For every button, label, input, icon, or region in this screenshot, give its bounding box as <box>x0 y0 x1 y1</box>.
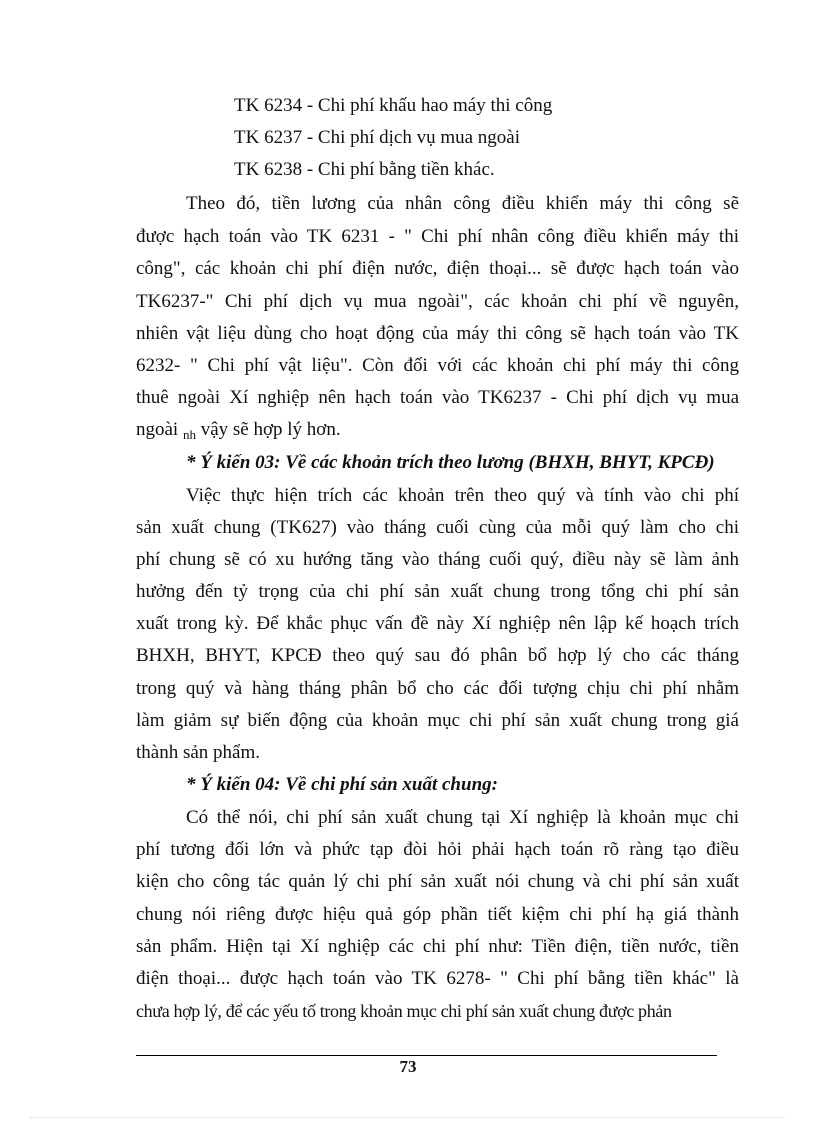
paragraph-last-line: thành sản phẩm. <box>136 742 261 763</box>
paragraph-line: hưởng đến tỷ trọng của chi phí sản xuất chung trong tổng chi phí sản <box>136 581 739 602</box>
paragraph-line: chưa hợp lý, để các yếu tố trong khoản mục chi phí sản xuất chung được phản <box>136 1001 672 1021</box>
paragraph-line: thuê ngoài Xí nghiệp nên hạch toán vào TK6237 - Chi phí dịch vụ mua <box>136 387 739 408</box>
stray-subscript: nh <box>182 427 196 442</box>
paragraph-line: xuất trong kỳ. Để khắc phục vấn đề này Xí nghiệp nên lập kế hoạch trích <box>136 613 739 634</box>
paragraph-line: chung nói riêng được hiệu quả góp phần tiết kiệm chi phí hạ giá thành <box>136 904 739 925</box>
paragraph-line: TK6237-" Chi phí dịch vụ mua ngoài", các khoản chi phí về nguyên, <box>136 291 739 312</box>
paragraph-line: BHXH, BHYT, KPCĐ theo quý sau đó phân bổ hợp lý cho các tháng <box>136 645 739 666</box>
paragraph-line: công", các khoản chi phí điện nước, điện thoại... sẽ được hạch toán vào <box>136 258 739 279</box>
paragraph-line: điện thoại... được hạch toán vào TK 6278- " Chi phí bằng tiền khác" là <box>136 968 739 989</box>
paragraph-line: làm giảm sự biến động của khoản mục chi phí sản xuất chung trong giá <box>136 710 739 731</box>
paragraph-line: Có thể nói, chi phí sản xuất chung tại Xí nghiệp là khoản mục chi <box>186 807 739 828</box>
section-heading: * Ý kiến 03: Về các khoản trích theo lương (BHXH, BHYT, KPCĐ) <box>186 452 715 473</box>
paragraph-line: phí chung sẽ có xu hướng tăng vào tháng cuối quý, điều này sẽ làm ảnh <box>136 549 739 570</box>
paragraph-line: 6232- " Chi phí vật liệu". Còn đối với các khoản chi phí máy thi công <box>136 355 739 376</box>
paragraph-line: sản phẩm. Hiện tại Xí nghiệp các chi phí như: Tiền điện, tiền nước, tiền <box>136 936 739 957</box>
paragraph-line: Việc thực hiện trích các khoản trên theo quý và tính vào chi phí <box>186 485 739 506</box>
paragraph-text: vậy sẽ hợp lý hơn. <box>200 419 341 440</box>
paragraph-line: sản xuất chung (TK627) vào tháng cuối cùng của mỗi quý làm cho chi <box>136 517 739 538</box>
section-heading: * Ý kiến 04: Về chi phí sản xuất chung: <box>186 774 498 795</box>
paragraph-line: Theo đó, tiền lương của nhân công điều khiển máy thi công sẽ <box>186 193 739 214</box>
paragraph-text: ngoài <box>136 419 179 440</box>
paragraph-line: phí tương đối lớn và phức tạp đòi hỏi phải hạch toán rõ ràng tạo điều <box>136 839 739 860</box>
paragraph-line: kiện cho công tác quản lý chi phí sản xuất nói chung và chi phí sản xuất <box>136 871 739 892</box>
paragraph-line: nhiên vật liệu dùng cho hoạt động của máy thi công sẽ hạch toán vào TK <box>136 323 739 344</box>
page-number: 73 <box>399 1057 417 1076</box>
account-item-6237: TK 6237 - Chi phí dịch vụ mua ngoài <box>234 127 521 148</box>
paragraph-line: được hạch toán vào TK 6231 - " Chi phí nhân công điều khiển máy thi <box>136 226 739 247</box>
account-item-6234: TK 6234 - Chi phí khấu hao máy thi công <box>234 95 553 116</box>
paragraph-line: trong quý và hàng tháng phân bổ cho các đối tượng chịu chi phí nhằm <box>136 678 739 699</box>
account-item-6238: TK 6238 - Chi phí bằng tiền khác. <box>234 159 495 180</box>
paragraph-last-line <box>136 418 341 443</box>
page-bottom-divider <box>30 1117 786 1118</box>
